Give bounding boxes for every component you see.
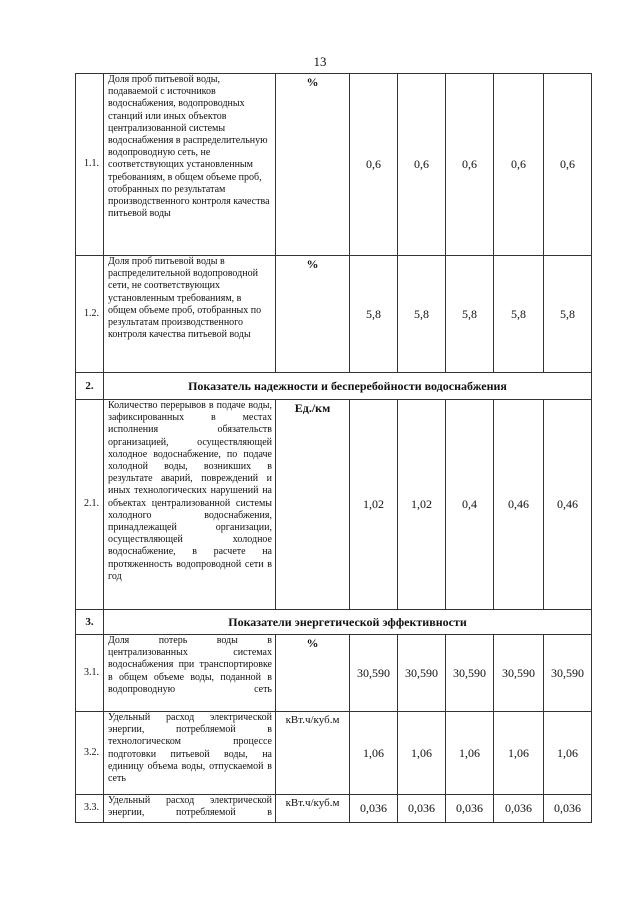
indicator-description: Доля проб питьевой воды, подаваемой с источников водоснабжения, водопроводных станций или иных объектов централизованной системы водоснабжения в распределительную водопроводную сеть, не соответствующих установленным требованиям, в общем объеме проб, отобранных по результатам производственного контроля качества питьевой воды	[104, 74, 276, 256]
row-number: 2.1.	[76, 400, 104, 610]
value-cell: 5,8	[494, 256, 544, 373]
value-cell: 0,46	[494, 400, 544, 610]
value-cell: 30,590	[350, 635, 398, 712]
table-row	[76, 74, 592, 256]
value-cell: 30,590	[544, 635, 592, 712]
value-cell: 0,036	[494, 795, 544, 823]
page-number: 13	[313, 54, 327, 69]
value-cell: 0,036	[398, 795, 446, 823]
indicators-table	[75, 73, 592, 823]
indicator-description: Доля потерь воды в централизованных системах водоснабжения при транспортировке в общем объеме воды, поданной в водопроводную сеть	[104, 635, 276, 712]
section-number: 3.	[76, 610, 104, 635]
value-cell: 5,8	[398, 256, 446, 373]
table-row	[76, 712, 592, 795]
value-cell: 1,06	[398, 712, 446, 795]
row-number: 1.1.	[76, 74, 104, 256]
value-cell: 0,4	[446, 400, 494, 610]
value-cell: 5,8	[350, 256, 398, 373]
value-cell: 1,06	[350, 712, 398, 795]
value-cell: 0,46	[544, 400, 592, 610]
value-cell: 1,06	[494, 712, 544, 795]
value-cell: 30,590	[494, 635, 544, 712]
row-number: 1.2.	[76, 256, 104, 373]
section-title: Показатели энергетической эффективности	[104, 610, 592, 635]
value-cell: 1,06	[446, 712, 494, 795]
table-row	[76, 256, 592, 373]
value-cell: 0,6	[544, 74, 592, 256]
value-cell: 0,036	[350, 795, 398, 823]
value-cell: 0,6	[494, 74, 544, 256]
value-cell: 0,6	[398, 74, 446, 256]
value-cell: 1,02	[350, 400, 398, 610]
section-row	[76, 610, 592, 635]
value-cell: 1,06	[544, 712, 592, 795]
value-cell: 0,036	[544, 795, 592, 823]
unit-cell: %	[276, 635, 350, 712]
section-row	[76, 373, 592, 400]
unit-cell: %	[276, 256, 350, 373]
row-number: 3.1.	[76, 635, 104, 712]
indicator-description: Удельный расход электрической энергии, потребляемой в технологическом процессе подготовки питьевой воды, на единицу объема воды, отпускаемой в сеть	[104, 712, 276, 795]
value-cell: 30,590	[398, 635, 446, 712]
row-number: 3.3.	[76, 795, 104, 823]
value-cell: 0,6	[350, 74, 398, 256]
value-cell: 30,590	[446, 635, 494, 712]
unit-cell: Ед./км	[276, 400, 350, 610]
section-number: 2.	[76, 373, 104, 400]
indicator-description: Удельный расход электрической энергии, потребляемой в	[104, 795, 276, 823]
indicator-description: Количество перерывов в подаче воды, зафиксированных в местах исполнения обязательств организацией, осуществляющей холодное водоснабжение, по подаче холодной воды, возникших в результате аварий, повреждений и иных технологических нарушений на объектах централизованной системы холодного водоснабжения, принадлежащей организации, осуществляющей холодное водоснабжение, в расчете на протяженность водопроводной сети в год	[104, 400, 276, 610]
unit-cell: кВт.ч/куб.м	[276, 795, 350, 823]
indicator-description: Доля проб питьевой воды в распределительной водопроводной сети, не соответствующих установленным требованиям, в общем объеме проб, отобранных по результатам производственного контроля качества питьевой воды	[104, 256, 276, 373]
value-cell: 0,036	[446, 795, 494, 823]
value-cell: 5,8	[544, 256, 592, 373]
section-title: Показатель надежности и бесперебойности водоснабжения	[104, 373, 592, 400]
row-number: 3.2.	[76, 712, 104, 795]
value-cell: 5,8	[446, 256, 494, 373]
unit-cell: %	[276, 74, 350, 256]
table-row	[76, 635, 592, 712]
value-cell: 1,02	[398, 400, 446, 610]
value-cell: 0,6	[446, 74, 494, 256]
unit-cell: кВт.ч/куб.м	[276, 712, 350, 795]
table-row	[76, 795, 592, 823]
table-row	[76, 400, 592, 610]
